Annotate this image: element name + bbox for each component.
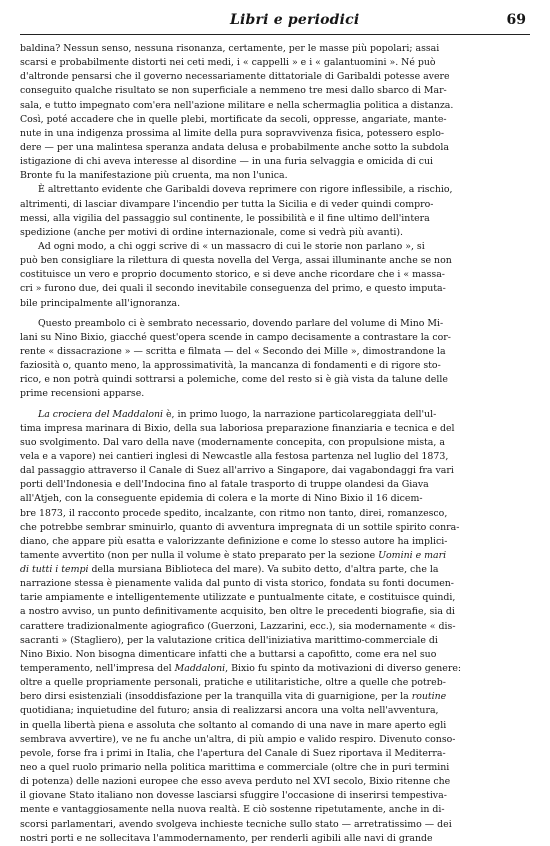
paragraph-4 <box>20 317 530 402</box>
text-line: temperamento, nell'impresa del Maddaloni, Bixio fu spinto da motivazioni di diverso genere: <box>20 663 462 675</box>
text-line: dere — per una malintesa speranza andata delusa e probabilmente anche sotto la subdola <box>20 141 450 153</box>
text-line: nostri porti e ne sollecitava l'ammodernamento, per renderli agibili alle navi di grande <box>20 832 433 844</box>
running-title: Libri e periodici <box>230 12 360 28</box>
text-line: faziosità o, quanto meno, la approssimatività, la mancanza di fondamenti e di rigore sto- <box>20 360 441 372</box>
text-line: suo svolgimento. Dal varo della nave (modernamente concepita, con propulsione mista, a <box>20 436 445 448</box>
text-line: in quella libertà piena e assoluta che soltanto al comando di una nave in mare aperto egli <box>20 719 447 731</box>
text-line: neo a quel ruolo primario nella politica marittima e commerciale (oltre che in puri termini <box>20 762 450 774</box>
text-line: quotidiana; inquietudine del futuro; ansia di realizzarsi ancora una volta nell'avventura, <box>20 705 439 717</box>
text-line: conseguito qualche risultato se non superficiale a nemmeno tre mesi dallo sbarco di Mar- <box>20 85 447 97</box>
text-line: Questo preambolo ci è sembrato necessario, dovendo parlare del volume di Mino Mi- <box>38 317 444 329</box>
text-line: lani su Nino Bixio, giacché quest'opera scende in campo decisamente a contrastare la cor- <box>20 331 451 343</box>
text-line: costituisce un vero e proprio documento storico, e si deve anche ricordare che i « massa- <box>20 269 445 281</box>
body-text <box>20 42 530 846</box>
text-line: oltre a quelle propriamente personali, pratiche e utilitaristiche, oltre a quelle che potreb- <box>20 677 446 689</box>
text-line: tima impresa marinara di Bixio, della sua laboriosa preparazione finanziaria e tecnica e del <box>20 422 455 434</box>
text-line: Ad ogni modo, a chi oggi scrive di « un massacro di cui le storie non parlano », si <box>38 240 425 252</box>
text-line: pevole, forse fra i primi in Italia, che l'apertura del Canale di Suez riportava il Mediterra- <box>20 747 446 759</box>
text-line: d'altronde pensarsi che il governo necessariamente dittatoriale di Garibaldi potesse avere <box>20 71 450 83</box>
text-line: sacranti » (Stagliero), per la valutazione critica dell'iniziativa marittimo-commerciale di <box>20 634 438 646</box>
text-line: sala, e tutto impegnato com'era nell'azione militare e nella schermaglia politica a distanza. <box>20 99 454 111</box>
text-line: scarsi e probabilmente distorti nei ceti medi, i « cappelli » e i « galantuomini ». Né può <box>20 57 436 69</box>
paragraph-3 <box>20 240 530 311</box>
text-line: diano, che appare più esatta e valorizzante definizione e come lo stesso autore ha implici- <box>20 535 448 547</box>
text-line: sembrava avvertire), ve ne fu anche un'altra, di più ampio e valido respiro. Divenuto conso- <box>20 733 456 745</box>
text-line: Così, poté accadere che in quelle plebi, mortificate da secoli, oppresse, angariate, mante- <box>20 113 447 125</box>
text-line: vela e a vapore) nei cantieri inglesi di Newcastle alla festosa partenza nel luglio del 1873, <box>20 450 449 462</box>
text-line: rico, e non potrà quindi sottrarsi a polemiche, come del resto si è già vista da talune delle <box>20 374 448 386</box>
text-line: carattere tradizionalmente agiografico (Guerzoni, Lazzarini, ecc.), sia modernamente « dis- <box>20 620 456 632</box>
page-number: 69 <box>506 12 526 28</box>
text-line: all'Atjeh, con la conseguente epidemia di colera e la morte di Nino Bixio il 16 dicem- <box>20 493 423 505</box>
text-line: il giovane Stato italiano non dovesse lasciarsi sfuggire l'occasione di inserirsi tempestiva- <box>20 790 447 802</box>
paragraph-5 <box>20 408 530 846</box>
text-line: scorsi parlamentari, avendo svolgeva inchieste tecniche sullo stato — arretratissimo — dei <box>20 818 452 830</box>
text-line: La crociera del Maddaloni è, in primo luogo, la narrazione particolareggiata dell'ul- <box>38 408 437 420</box>
text-line: È altrettanto evidente che Garibaldi doveva reprimere con rigore inflessibile, a rischio, <box>38 184 453 196</box>
text-line: tamente avvertito (non per nulla il volume è stato preparato per la sezione Uomini e mari <box>20 549 447 561</box>
text-line: Nino Bixio. Non bisogna dimenticare infatti che a buttarsi a capofitto, come era nel suo <box>20 648 437 660</box>
text-line: altrimenti, di lasciar divampare l'incendio per tutta la Sicilia e di veder quindi compro- <box>20 198 434 210</box>
text-line: bile principalmente all'ignoranza. <box>20 297 181 309</box>
text-line: nute in una indigenza prossima al limite della pura sopravvivenza fisica, potessero esplo- <box>20 127 445 139</box>
text-line: cri » furono due, dei quali il secondo inevitabile conseguenza del primo, e questo imputa- <box>20 283 446 295</box>
paragraph-2 <box>20 183 530 240</box>
text-line: bero dirsi esistenziali (insoddisfazione per la tranquilla vita di guarnigione, per la routine <box>20 691 447 703</box>
text-line: tarie ampiamente e intelligentemente utilizzate e puntualmente citate, e costituisce quindi, <box>20 592 456 604</box>
text-line: a nostro avviso, un punto definitivamente acquisito, ben oltre le precedenti biografie, sia di <box>20 606 455 618</box>
text-line: porti dell'Indonesia e dell'Indocina fino al fatale trasporto di truppe olandesi da Giava <box>20 479 429 491</box>
text-line: che potrebbe sembrar sminuirlo, quanto di avventura impregnata di un sottile spirito conra- <box>20 521 460 533</box>
text-line: dal passaggio attraverso il Canale di Suez all'arrivo a Singapore, dai vagabondaggi fra vari <box>20 465 454 477</box>
text-line: di tutti i tempi della mursiana Biblioteca del mare). Va subito detto, d'altra parte, che la <box>20 564 439 576</box>
text-line: istigazione di chi aveva interesse al disordine — in una furia selvaggia e omicida di cui <box>20 156 433 168</box>
text-line: baldina? Nessun senso, nessuna risonanza, certamente, per le masse più popolari; assai <box>20 43 440 54</box>
text-line: di potenza) delle nazioni europee che esso aveva perduto nel XVI secolo, Bixio ritenne che <box>20 776 451 788</box>
text-line: prime recensioni apparse. <box>20 388 145 400</box>
text-line: bre 1873, il racconto procede spedito, incalzante, con ritmo non tanto, direi, romanzesco, <box>20 507 448 519</box>
running-header <box>20 12 530 35</box>
text-line: può ben consigliare la rilettura di questa novella del Verga, assai illuminante anche se non <box>20 255 452 267</box>
text-line: rente « dissacrazione » — scritta e filmata — del « Secondo dei Mille », dimostrandone la <box>20 345 446 357</box>
text-line: mente e vantaggiosamente nella nuova realtà. E ciò sostenne ripetutamente, anche in di- <box>20 804 445 816</box>
text-line: messi, alla vigilia del passaggio sul continente, le possibilità e il fine ultimo dell'intera <box>20 212 430 224</box>
text-line: spedizione (anche per motivi di ordine internazionale, come si vedrà più avanti). <box>20 226 403 238</box>
text-line: Bronte fu la manifestazione più cruenta, ma non l'unica. <box>20 170 288 182</box>
text-line: narrazione stessa è pienamente valida dal punto di vista storico, fondata su fonti documen- <box>20 578 454 590</box>
paragraph-1 <box>20 42 530 183</box>
